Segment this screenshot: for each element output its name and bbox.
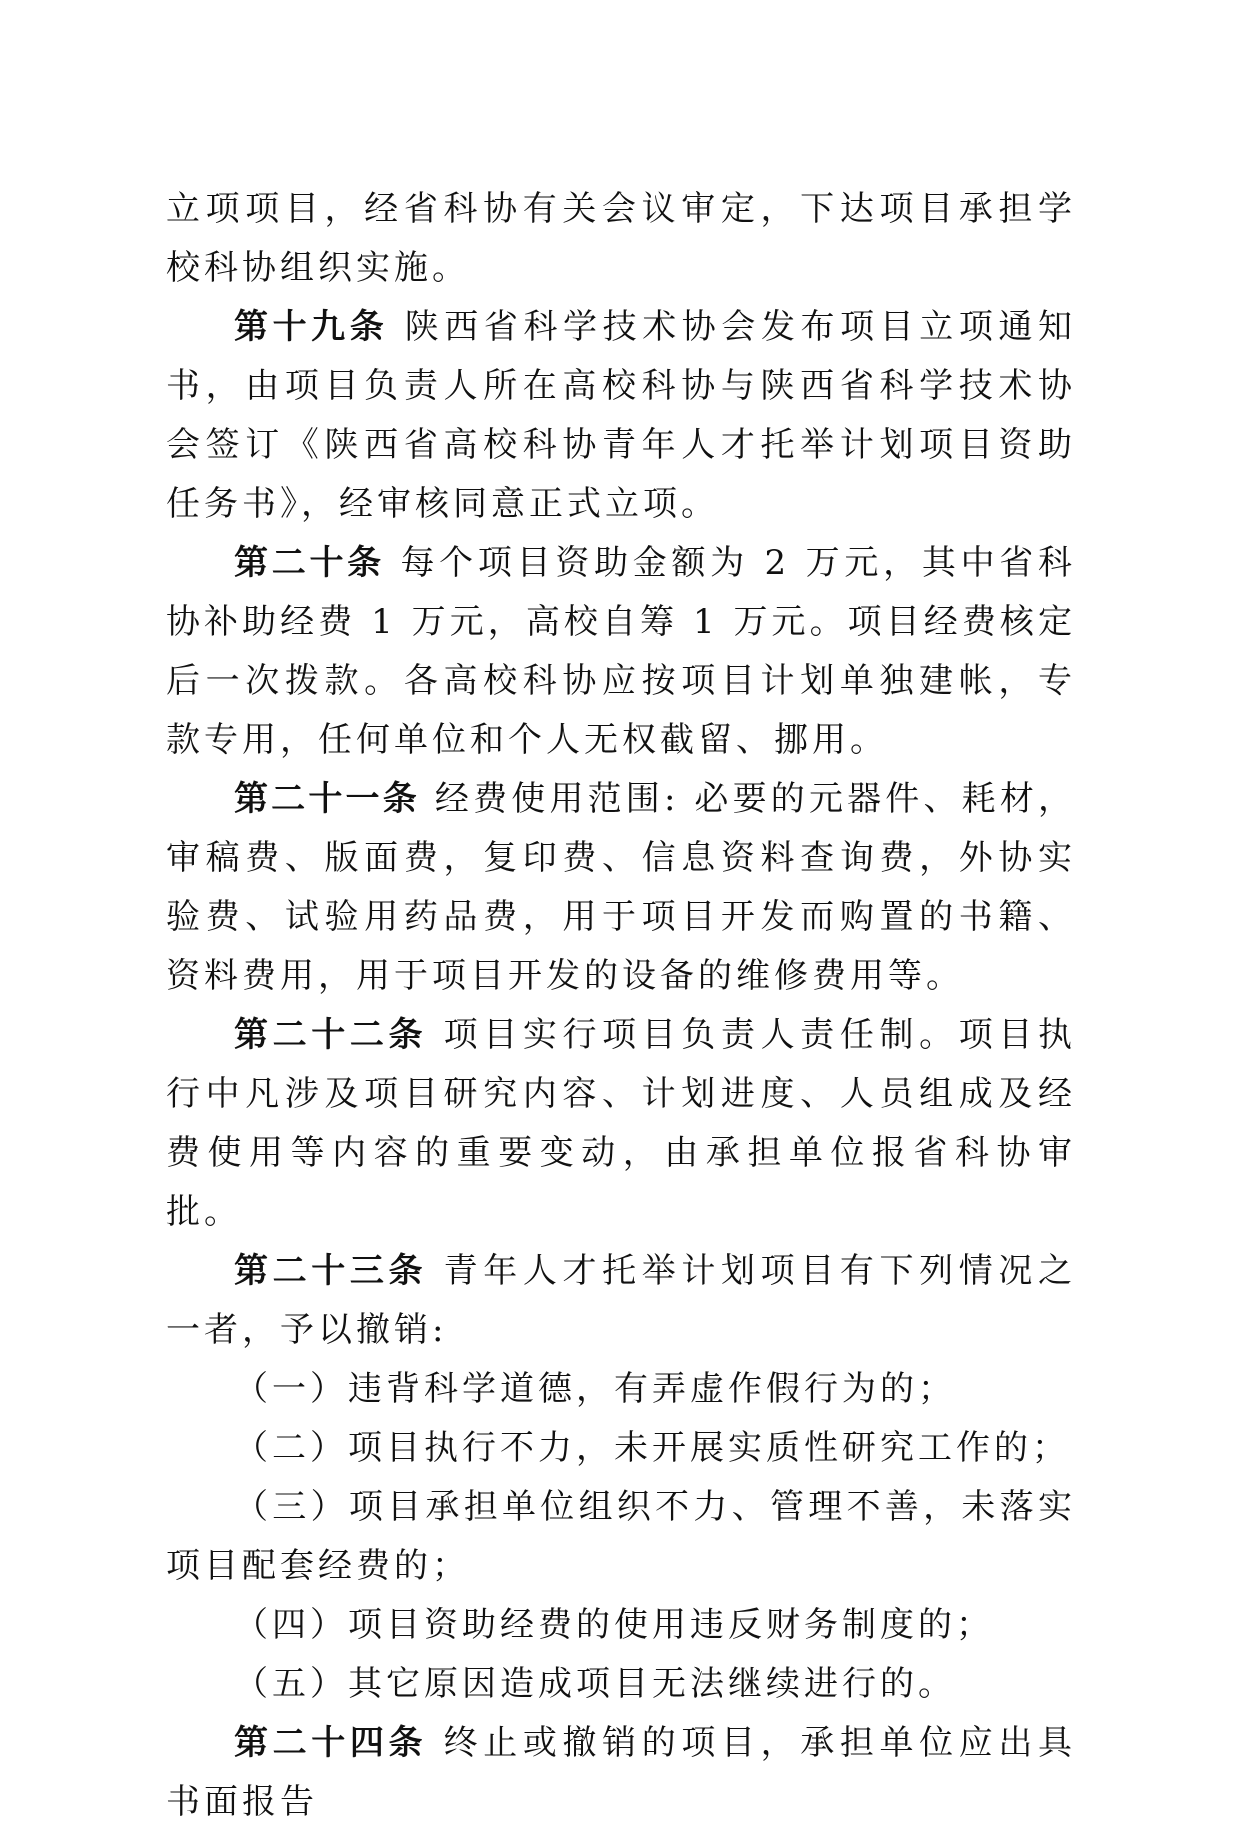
article-24-title: 第二十四条 [234,1723,428,1763]
article-23 [166,1242,1076,1360]
article-21 [166,770,1076,1006]
article-23-title: 第二十三条 [234,1251,428,1291]
article-19 [166,298,1076,534]
article-24-text: 终止或撤销的项目，承担单位应出具书面报告 [166,1723,1076,1822]
article-19-title: 第十九条 [234,307,389,347]
continued-paragraph: 立项项目，经省科协有关会议审定，下达项目承担学校科协组织实施。 [166,189,1076,288]
article-22-title: 第二十二条 [234,1015,428,1055]
article-23-text: 青年人才托举计划项目有下列情况之一者，予以撤销: [166,1251,1076,1350]
article-21-text: 经费使用范围: 必要的元器件、耗材，审稿费、版面费，复印费、信息资料查询费，外协实验费、试验用药品费，用于项目开发而购置的书籍、资料费用，用于项目开发的设备的维修费用等。 [166,779,1077,996]
article-21-title: 第二十一条 [234,779,420,819]
article-19-text: 陕西省科学技术协会发布项目立项通知书，由项目负责人所在高校科协与陕西省科学技术协会签订《陕西省高校科协青年人才托举计划项目资助任务书》，经审核同意正式立项。 [166,307,1077,524]
list-item: （五）其它原因造成项目无法继续进行的。 [234,1664,956,1704]
article-22-text: 项目实行项目负责人责任制。项目执行中凡涉及项目研究内容、计划进度、人员组成及经费使用等内容的重要变动，由承担单位报省科协审批。 [166,1015,1076,1232]
article-20-text: 每个项目资助金额为 2 万元，其中省科协补助经费 1 万元，高校自筹 1 万元。项目经费核定后一次拨款。各高校科协应按项目计划单独建帐，专款专用，任何单位和个人无权截留、挪用。 [166,543,1077,760]
list-item: （三）项目承担单位组织不力、管理不善，未落实项目配套经费的； [166,1487,1076,1586]
list-item: （四）项目资助经费的使用违反财务制度的； [234,1605,994,1645]
article-22 [166,1006,1076,1242]
list-item: （一）违背科学道德，有弄虚作假行为的； [234,1369,956,1409]
article-20-title: 第二十条 [234,543,385,583]
list-item: （二）项目执行不力，未开展实质性研究工作的； [234,1428,1070,1468]
article-20 [166,534,1076,770]
document-body [166,180,1076,1832]
article-24 [166,1714,1076,1832]
